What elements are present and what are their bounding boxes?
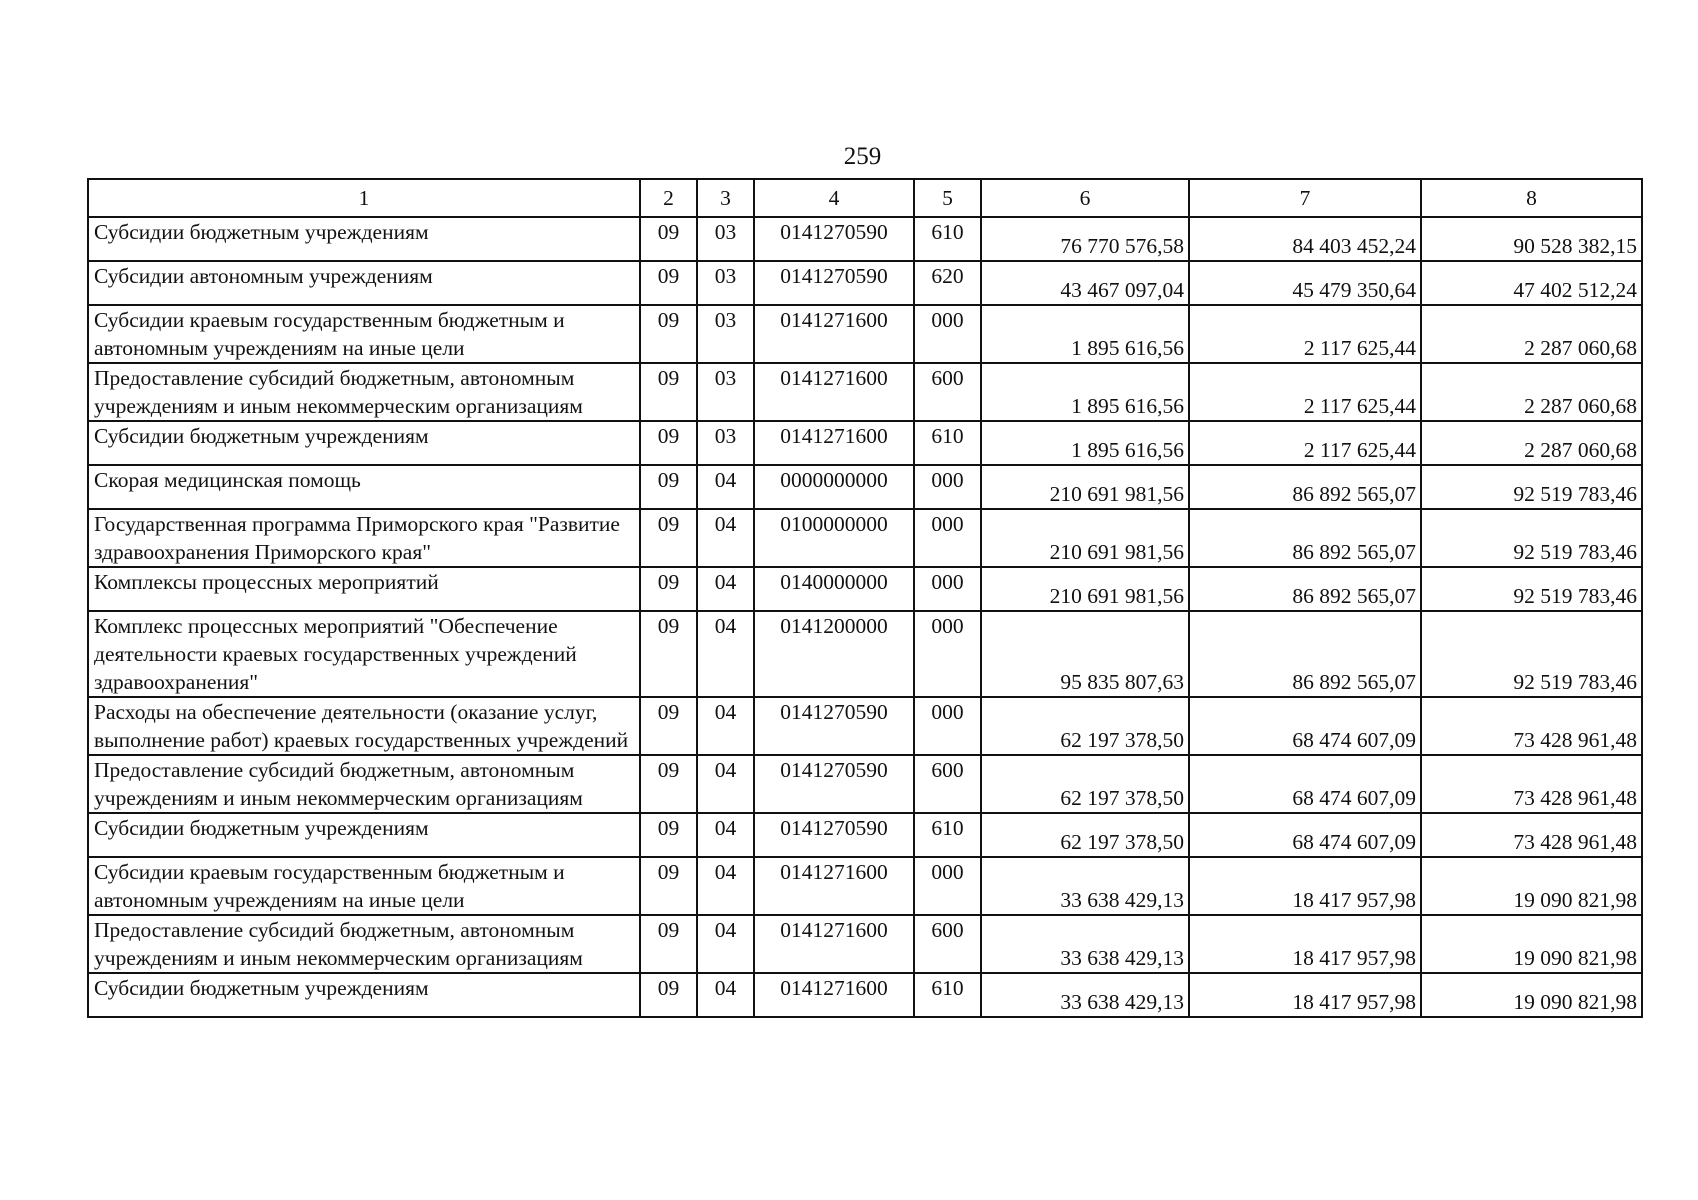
target-article-code: 0141271600 xyxy=(754,857,914,915)
section-code: 09 xyxy=(640,857,697,915)
row-name: Предоставление субсидий бюджетным, автономным учреждениям и иным некоммерческим организациям xyxy=(88,755,640,813)
amount-col-8: 92 519 783,46 xyxy=(1421,611,1642,697)
subsection-code: 04 xyxy=(697,465,754,509)
section-code: 09 xyxy=(640,363,697,421)
expense-type-code: 610 xyxy=(914,421,981,465)
expense-type-code: 610 xyxy=(914,973,981,1017)
amount-col-6: 1 895 616,56 xyxy=(981,305,1189,363)
amount-col-7: 68 474 607,09 xyxy=(1189,755,1421,813)
target-article-code: 0100000000 xyxy=(754,509,914,567)
amount-col-8: 73 428 961,48 xyxy=(1421,813,1642,857)
expense-type-code: 000 xyxy=(914,465,981,509)
row-name: Субсидии краевым государственным бюджетным и автономным учреждениям на иные цели xyxy=(88,857,640,915)
amount-col-6: 33 638 429,13 xyxy=(981,915,1189,973)
amount-col-8: 19 090 821,98 xyxy=(1421,973,1642,1017)
amount-col-7: 86 892 565,07 xyxy=(1189,509,1421,567)
expense-type-code: 000 xyxy=(914,697,981,755)
column-header: 1 xyxy=(88,179,640,217)
amount-col-7: 86 892 565,07 xyxy=(1189,465,1421,509)
column-header: 2 xyxy=(640,179,697,217)
amount-col-8: 2 287 060,68 xyxy=(1421,305,1642,363)
row-name: Предоставление субсидий бюджетным, автономным учреждениям и иным некоммерческим организациям xyxy=(88,363,640,421)
table-row xyxy=(88,261,1642,305)
expense-type-code: 000 xyxy=(914,567,981,611)
amount-col-6: 33 638 429,13 xyxy=(981,857,1189,915)
budget-table xyxy=(87,178,1643,1018)
column-header: 4 xyxy=(754,179,914,217)
table-header-row xyxy=(88,179,1642,217)
table-row xyxy=(88,857,1642,915)
target-article-code: 0140000000 xyxy=(754,567,914,611)
amount-col-7: 86 892 565,07 xyxy=(1189,567,1421,611)
section-code: 09 xyxy=(640,567,697,611)
amount-col-6: 43 467 097,04 xyxy=(981,261,1189,305)
amount-col-8: 92 519 783,46 xyxy=(1421,465,1642,509)
subsection-code: 04 xyxy=(697,567,754,611)
subsection-code: 04 xyxy=(697,973,754,1017)
row-name: Скорая медицинская помощь xyxy=(88,465,640,509)
amount-col-6: 76 770 576,58 xyxy=(981,217,1189,261)
table-row xyxy=(88,611,1642,697)
row-name: Субсидии бюджетным учреждениям xyxy=(88,217,640,261)
subsection-code: 03 xyxy=(697,217,754,261)
subsection-code: 04 xyxy=(697,611,754,697)
section-code: 09 xyxy=(640,915,697,973)
amount-col-7: 2 117 625,44 xyxy=(1189,363,1421,421)
row-name: Субсидии краевым государственным бюджетным и автономным учреждениям на иные цели xyxy=(88,305,640,363)
column-header: 8 xyxy=(1421,179,1642,217)
amount-col-8: 2 287 060,68 xyxy=(1421,421,1642,465)
section-code: 09 xyxy=(640,611,697,697)
section-code: 09 xyxy=(640,217,697,261)
target-article-code: 0141270590 xyxy=(754,261,914,305)
amount-col-8: 19 090 821,98 xyxy=(1421,915,1642,973)
row-name: Комплексы процессных мероприятий xyxy=(88,567,640,611)
subsection-code: 03 xyxy=(697,261,754,305)
table-row xyxy=(88,465,1642,509)
amount-col-6: 62 197 378,50 xyxy=(981,697,1189,755)
section-code: 09 xyxy=(640,755,697,813)
amount-col-7: 68 474 607,09 xyxy=(1189,813,1421,857)
expense-type-code: 610 xyxy=(914,217,981,261)
table-row xyxy=(88,363,1642,421)
amount-col-6: 1 895 616,56 xyxy=(981,363,1189,421)
amount-col-6: 210 691 981,56 xyxy=(981,509,1189,567)
section-code: 09 xyxy=(640,509,697,567)
table-row xyxy=(88,305,1642,363)
amount-col-6: 210 691 981,56 xyxy=(981,567,1189,611)
section-code: 09 xyxy=(640,973,697,1017)
table-row xyxy=(88,697,1642,755)
target-article-code: 0141271600 xyxy=(754,973,914,1017)
amount-col-8: 47 402 512,24 xyxy=(1421,261,1642,305)
target-article-code: 0141270590 xyxy=(754,755,914,813)
subsection-code: 04 xyxy=(697,697,754,755)
section-code: 09 xyxy=(640,261,697,305)
subsection-code: 03 xyxy=(697,363,754,421)
section-code: 09 xyxy=(640,465,697,509)
expense-type-code: 600 xyxy=(914,915,981,973)
target-article-code: 0141271600 xyxy=(754,421,914,465)
row-name: Субсидии бюджетным учреждениям xyxy=(88,973,640,1017)
expense-type-code: 000 xyxy=(914,857,981,915)
expense-type-code: 610 xyxy=(914,813,981,857)
target-article-code: 0141200000 xyxy=(754,611,914,697)
table-row xyxy=(88,973,1642,1017)
amount-col-7: 2 117 625,44 xyxy=(1189,421,1421,465)
section-code: 09 xyxy=(640,305,697,363)
amount-col-6: 62 197 378,50 xyxy=(981,755,1189,813)
subsection-code: 04 xyxy=(697,813,754,857)
amount-col-6: 210 691 981,56 xyxy=(981,465,1189,509)
amount-col-7: 84 403 452,24 xyxy=(1189,217,1421,261)
target-article-code: 0141271600 xyxy=(754,305,914,363)
row-name: Государственная программа Приморского края "Развитие здравоохранения Приморского края" xyxy=(88,509,640,567)
page-number: 259 xyxy=(843,143,882,170)
amount-col-8: 92 519 783,46 xyxy=(1421,509,1642,567)
amount-col-6: 33 638 429,13 xyxy=(981,973,1189,1017)
expense-type-code: 600 xyxy=(914,755,981,813)
amount-col-6: 1 895 616,56 xyxy=(981,421,1189,465)
expense-type-code: 000 xyxy=(914,611,981,697)
target-article-code: 0000000000 xyxy=(754,465,914,509)
table-row xyxy=(88,421,1642,465)
expense-type-code: 600 xyxy=(914,363,981,421)
amount-col-6: 62 197 378,50 xyxy=(981,813,1189,857)
column-header: 6 xyxy=(981,179,1189,217)
row-name: Субсидии бюджетным учреждениям xyxy=(88,813,640,857)
target-article-code: 0141270590 xyxy=(754,217,914,261)
amount-col-8: 2 287 060,68 xyxy=(1421,363,1642,421)
subsection-code: 04 xyxy=(697,509,754,567)
target-article-code: 0141271600 xyxy=(754,915,914,973)
amount-col-8: 19 090 821,98 xyxy=(1421,857,1642,915)
subsection-code: 04 xyxy=(697,915,754,973)
section-code: 09 xyxy=(640,421,697,465)
row-name: Субсидии бюджетным учреждениям xyxy=(88,421,640,465)
subsection-code: 03 xyxy=(697,421,754,465)
table-row xyxy=(88,217,1642,261)
target-article-code: 0141270590 xyxy=(754,697,914,755)
subsection-code: 03 xyxy=(697,305,754,363)
amount-col-7: 18 417 957,98 xyxy=(1189,973,1421,1017)
amount-col-8: 92 519 783,46 xyxy=(1421,567,1642,611)
expense-type-code: 000 xyxy=(914,509,981,567)
amount-col-6: 95 835 807,63 xyxy=(981,611,1189,697)
amount-col-7: 86 892 565,07 xyxy=(1189,611,1421,697)
section-code: 09 xyxy=(640,813,697,857)
subsection-code: 04 xyxy=(697,755,754,813)
target-article-code: 0141271600 xyxy=(754,363,914,421)
target-article-code: 0141270590 xyxy=(754,813,914,857)
expense-type-code: 620 xyxy=(914,261,981,305)
amount-col-7: 18 417 957,98 xyxy=(1189,915,1421,973)
row-name: Комплекс процессных мероприятий "Обеспечение деятельности краевых государственных учреждений здравоохранения" xyxy=(88,611,640,697)
column-header: 5 xyxy=(914,179,981,217)
table-row xyxy=(88,813,1642,857)
table-row xyxy=(88,915,1642,973)
row-name: Расходы на обеспечение деятельности (оказание услуг, выполнение работ) краевых государственных учреждений xyxy=(88,697,640,755)
subsection-code: 04 xyxy=(697,857,754,915)
amount-col-7: 45 479 350,64 xyxy=(1189,261,1421,305)
amount-col-8: 73 428 961,48 xyxy=(1421,755,1642,813)
row-name: Субсидии автономным учреждениям xyxy=(88,261,640,305)
row-name: Предоставление субсидий бюджетным, автономным учреждениям и иным некоммерческим организациям xyxy=(88,915,640,973)
column-header: 3 xyxy=(697,179,754,217)
table-row xyxy=(88,755,1642,813)
amount-col-8: 73 428 961,48 xyxy=(1421,697,1642,755)
amount-col-8: 90 528 382,15 xyxy=(1421,217,1642,261)
amount-col-7: 2 117 625,44 xyxy=(1189,305,1421,363)
amount-col-7: 68 474 607,09 xyxy=(1189,697,1421,755)
table-row xyxy=(88,567,1642,611)
table-row xyxy=(88,509,1642,567)
expense-type-code: 000 xyxy=(914,305,981,363)
column-header: 7 xyxy=(1189,179,1421,217)
amount-col-7: 18 417 957,98 xyxy=(1189,857,1421,915)
section-code: 09 xyxy=(640,697,697,755)
